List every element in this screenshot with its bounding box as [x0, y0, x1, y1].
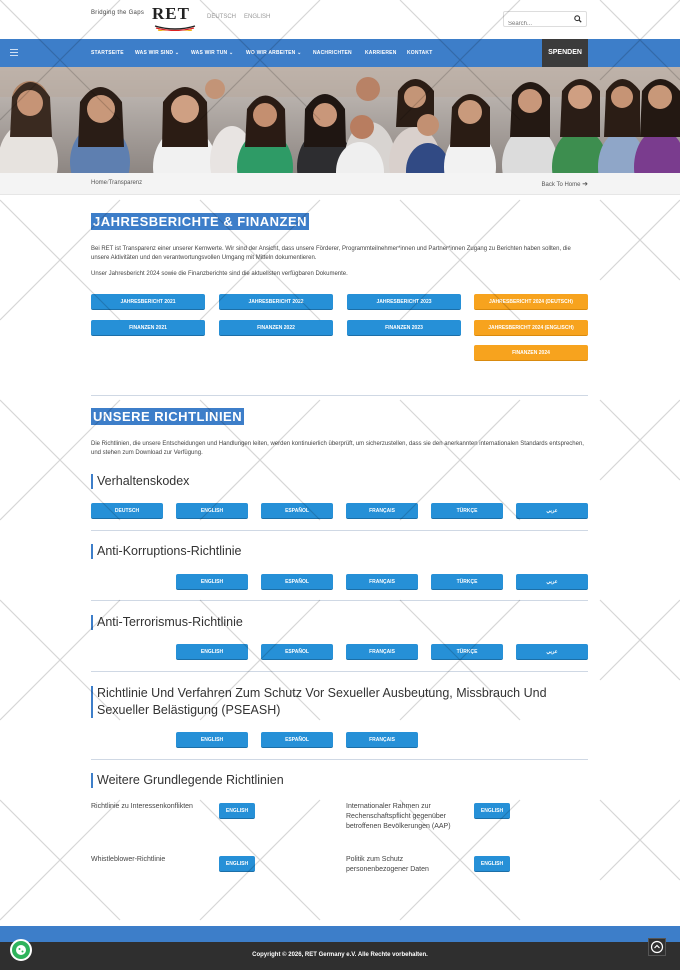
logo-text: RET: [152, 4, 190, 23]
annual-report-2021-button[interactable]: JAHRESBERICHT 2021: [91, 294, 205, 310]
breadcrumb: [91, 180, 142, 186]
scroll-to-top-button[interactable]: [648, 938, 666, 956]
code-of-conduct-francais-button[interactable]: FRANÇAIS: [346, 503, 418, 519]
anti-terrorism-francais-button[interactable]: FRANÇAIS: [346, 644, 418, 660]
ret-logo[interactable]: [152, 6, 198, 32]
hamburger-menu-icon[interactable]: [10, 49, 18, 56]
nav-startseite[interactable]: STARTSEITE: [91, 50, 124, 56]
policies-intro-paragraph: Die Richtlinien, die unsere Entscheidungen und Handlungen leiten, werden kontinuierlich überprüft, um sicherzustellen, dass sie den anerkannten internationalen Standards entsprechen, und stehen zum Download zur Verfügung.: [91, 441, 584, 456]
back-to-home-label: Back To Home: [541, 182, 581, 188]
breadcrumb-bar: [0, 173, 680, 195]
logo-swoosh-icon: [154, 24, 196, 31]
cookie-icon: [12, 941, 30, 959]
back-to-home-link[interactable]: [542, 180, 588, 188]
chevron-up-icon: [649, 939, 665, 955]
section-divider: [91, 671, 588, 672]
finances-2021-button[interactable]: FINANZEN 2021: [91, 320, 205, 336]
anti-corruption-espanol-button[interactable]: ESPAÑOL: [261, 574, 333, 590]
code-of-conduct-espanol-button[interactable]: ESPAÑOL: [261, 503, 333, 519]
finances-2024-button[interactable]: FINANZEN 2024: [474, 345, 588, 361]
breadcrumb-home-link[interactable]: Home: [91, 180, 108, 186]
code-of-conduct-turkce-button[interactable]: TÜRKÇE: [431, 503, 503, 519]
anti-terrorism-arabic-button[interactable]: عربي: [516, 644, 588, 660]
heading-accent-bar: [91, 773, 93, 788]
finances-2022-button[interactable]: FINANZEN 2022: [219, 320, 333, 336]
language-deutsch-link[interactable]: DEUTSCH: [207, 14, 237, 20]
donate-button[interactable]: SPENDEN: [542, 39, 588, 67]
section-divider: [91, 530, 588, 531]
anti-terrorism-espanol-button[interactable]: ESPAÑOL: [261, 644, 333, 660]
search-box[interactable]: [503, 11, 587, 27]
aap-framework-label: Internationaler Rahmen zur Rechenschaftspflicht gegenüber betroffenen Bevölkerungen (AAP): [346, 803, 451, 830]
hero-group-photo: [0, 67, 680, 173]
code-of-conduct-deutsch-button[interactable]: DEUTSCH: [91, 503, 163, 519]
pseash-heading: Richtlinie Und Verfahren Zum Schutz Vor Sexueller Ausbeutung, Missbrauch Und Sexueller Belästigung (PSEASH): [97, 686, 547, 717]
pseash-espanol-button[interactable]: ESPAÑOL: [261, 732, 333, 748]
tagline: Bridging the Gaps: [91, 10, 145, 16]
annual-report-2024-de-button[interactable]: JAHRESBERICHT 2024 (DEUTSCH): [474, 294, 588, 310]
nav-kontakt[interactable]: KONTAKT: [407, 50, 433, 56]
whistleblower-english-button[interactable]: ENGLISH: [219, 856, 255, 872]
reports-section-title: JAHRESBERICHTE & FINANZEN: [93, 214, 308, 229]
top-header: [0, 0, 680, 39]
nav-was-wir-sind[interactable]: WAS WIR SIND ⌄: [135, 50, 180, 56]
data-protection-label: Politik zum Schutz personenbezogener Daten: [346, 856, 429, 873]
anti-terrorism-turkce-button[interactable]: TÜRKÇE: [431, 644, 503, 660]
search-input[interactable]: [504, 17, 572, 31]
section-divider: [91, 600, 588, 601]
conflict-of-interest-english-button[interactable]: ENGLISH: [219, 803, 255, 819]
footer: [0, 942, 680, 970]
code-of-conduct-arabic-button[interactable]: عربي: [516, 503, 588, 519]
arrow-right-icon: ➜: [582, 181, 588, 188]
further-policies-heading: Weitere Grundlegende Richtlinien: [97, 773, 284, 787]
whistleblower-label: Whistleblower-Richtlinie: [91, 856, 166, 863]
conflict-of-interest-label: Richtlinie zu Interessenkonflikten: [91, 803, 193, 810]
code-of-conduct-english-button[interactable]: ENGLISH: [176, 503, 248, 519]
heading-accent-bar: [91, 615, 93, 630]
heading-accent-bar: [91, 474, 93, 489]
anti-corruption-arabic-button[interactable]: عربي: [516, 574, 588, 590]
anti-corruption-francais-button[interactable]: FRANÇAIS: [346, 574, 418, 590]
annual-report-2023-button[interactable]: JAHRESBERICHT 2023: [347, 294, 461, 310]
anti-corruption-english-button[interactable]: ENGLISH: [176, 574, 248, 590]
cookie-settings-icon[interactable]: [10, 939, 32, 961]
anti-terrorism-heading: Anti-Terrorismus-Richtlinie: [97, 615, 243, 629]
footer-top-bar: [0, 926, 680, 942]
anti-terrorism-english-button[interactable]: ENGLISH: [176, 644, 248, 660]
finances-2023-button[interactable]: FINANZEN 2023: [347, 320, 461, 336]
pseash-english-button[interactable]: ENGLISH: [176, 732, 248, 748]
copyright-text: Copyright © 2026, RET Germany e.V. Alle Rechte vorbehalten.: [252, 952, 428, 958]
breadcrumb-separator: /: [107, 180, 109, 186]
policies-section-title: UNSERE RICHTLINIEN: [93, 409, 243, 424]
heading-accent-bar: [91, 686, 93, 718]
breadcrumb-current: Transparenz: [108, 180, 143, 186]
nav-nachrichten[interactable]: NACHRICHTEN: [313, 50, 352, 56]
code-of-conduct-heading: Verhaltenskodex: [97, 474, 190, 488]
language-english-link[interactable]: ENGLISH: [244, 14, 271, 20]
aap-framework-english-button[interactable]: ENGLISH: [474, 803, 510, 819]
group-photo-illustration: [0, 67, 680, 173]
section-divider: [91, 759, 588, 760]
reports-intro-paragraph: Bei RET ist Transparenz einer unserer Kernwerte. Wir sind der Ansicht, dass unsere Förderer, Programmteilnehmer*innen und Partner*innen Zugang zu Berichten haben sollten, die unsere Aktivitäten und den verantwortungsvollen Umgang mit Mitteln dokumentieren.: [91, 246, 571, 261]
reports-intro-paragraph-2: Unser Jahresbericht 2024 sowie die Finanzberichte sind die aktuellsten verfügbaren Dokumente.: [91, 271, 348, 277]
annual-report-2022-button[interactable]: JAHRESBERICHT 2022: [219, 294, 333, 310]
nav-was-wir-tun[interactable]: WAS WIR TUN ⌄: [191, 50, 234, 56]
anti-corruption-turkce-button[interactable]: TÜRKÇE: [431, 574, 503, 590]
heading-accent-bar: [91, 544, 93, 559]
annual-report-2024-en-button[interactable]: JAHRESBERICHT 2024 (ENGLISCH): [474, 320, 588, 336]
data-protection-english-button[interactable]: ENGLISH: [474, 856, 510, 872]
nav-wo-wir-arbeiten[interactable]: WO WIR ARBEITEN ⌄: [246, 50, 302, 56]
section-divider: [91, 395, 588, 396]
nav-karrieren[interactable]: KARRIEREN: [365, 50, 397, 56]
anti-corruption-heading: Anti-Korruptions-Richtlinie: [97, 544, 242, 558]
pseash-francais-button[interactable]: FRANÇAIS: [346, 732, 418, 748]
search-icon[interactable]: [574, 15, 582, 23]
main-navigation: [0, 39, 680, 67]
